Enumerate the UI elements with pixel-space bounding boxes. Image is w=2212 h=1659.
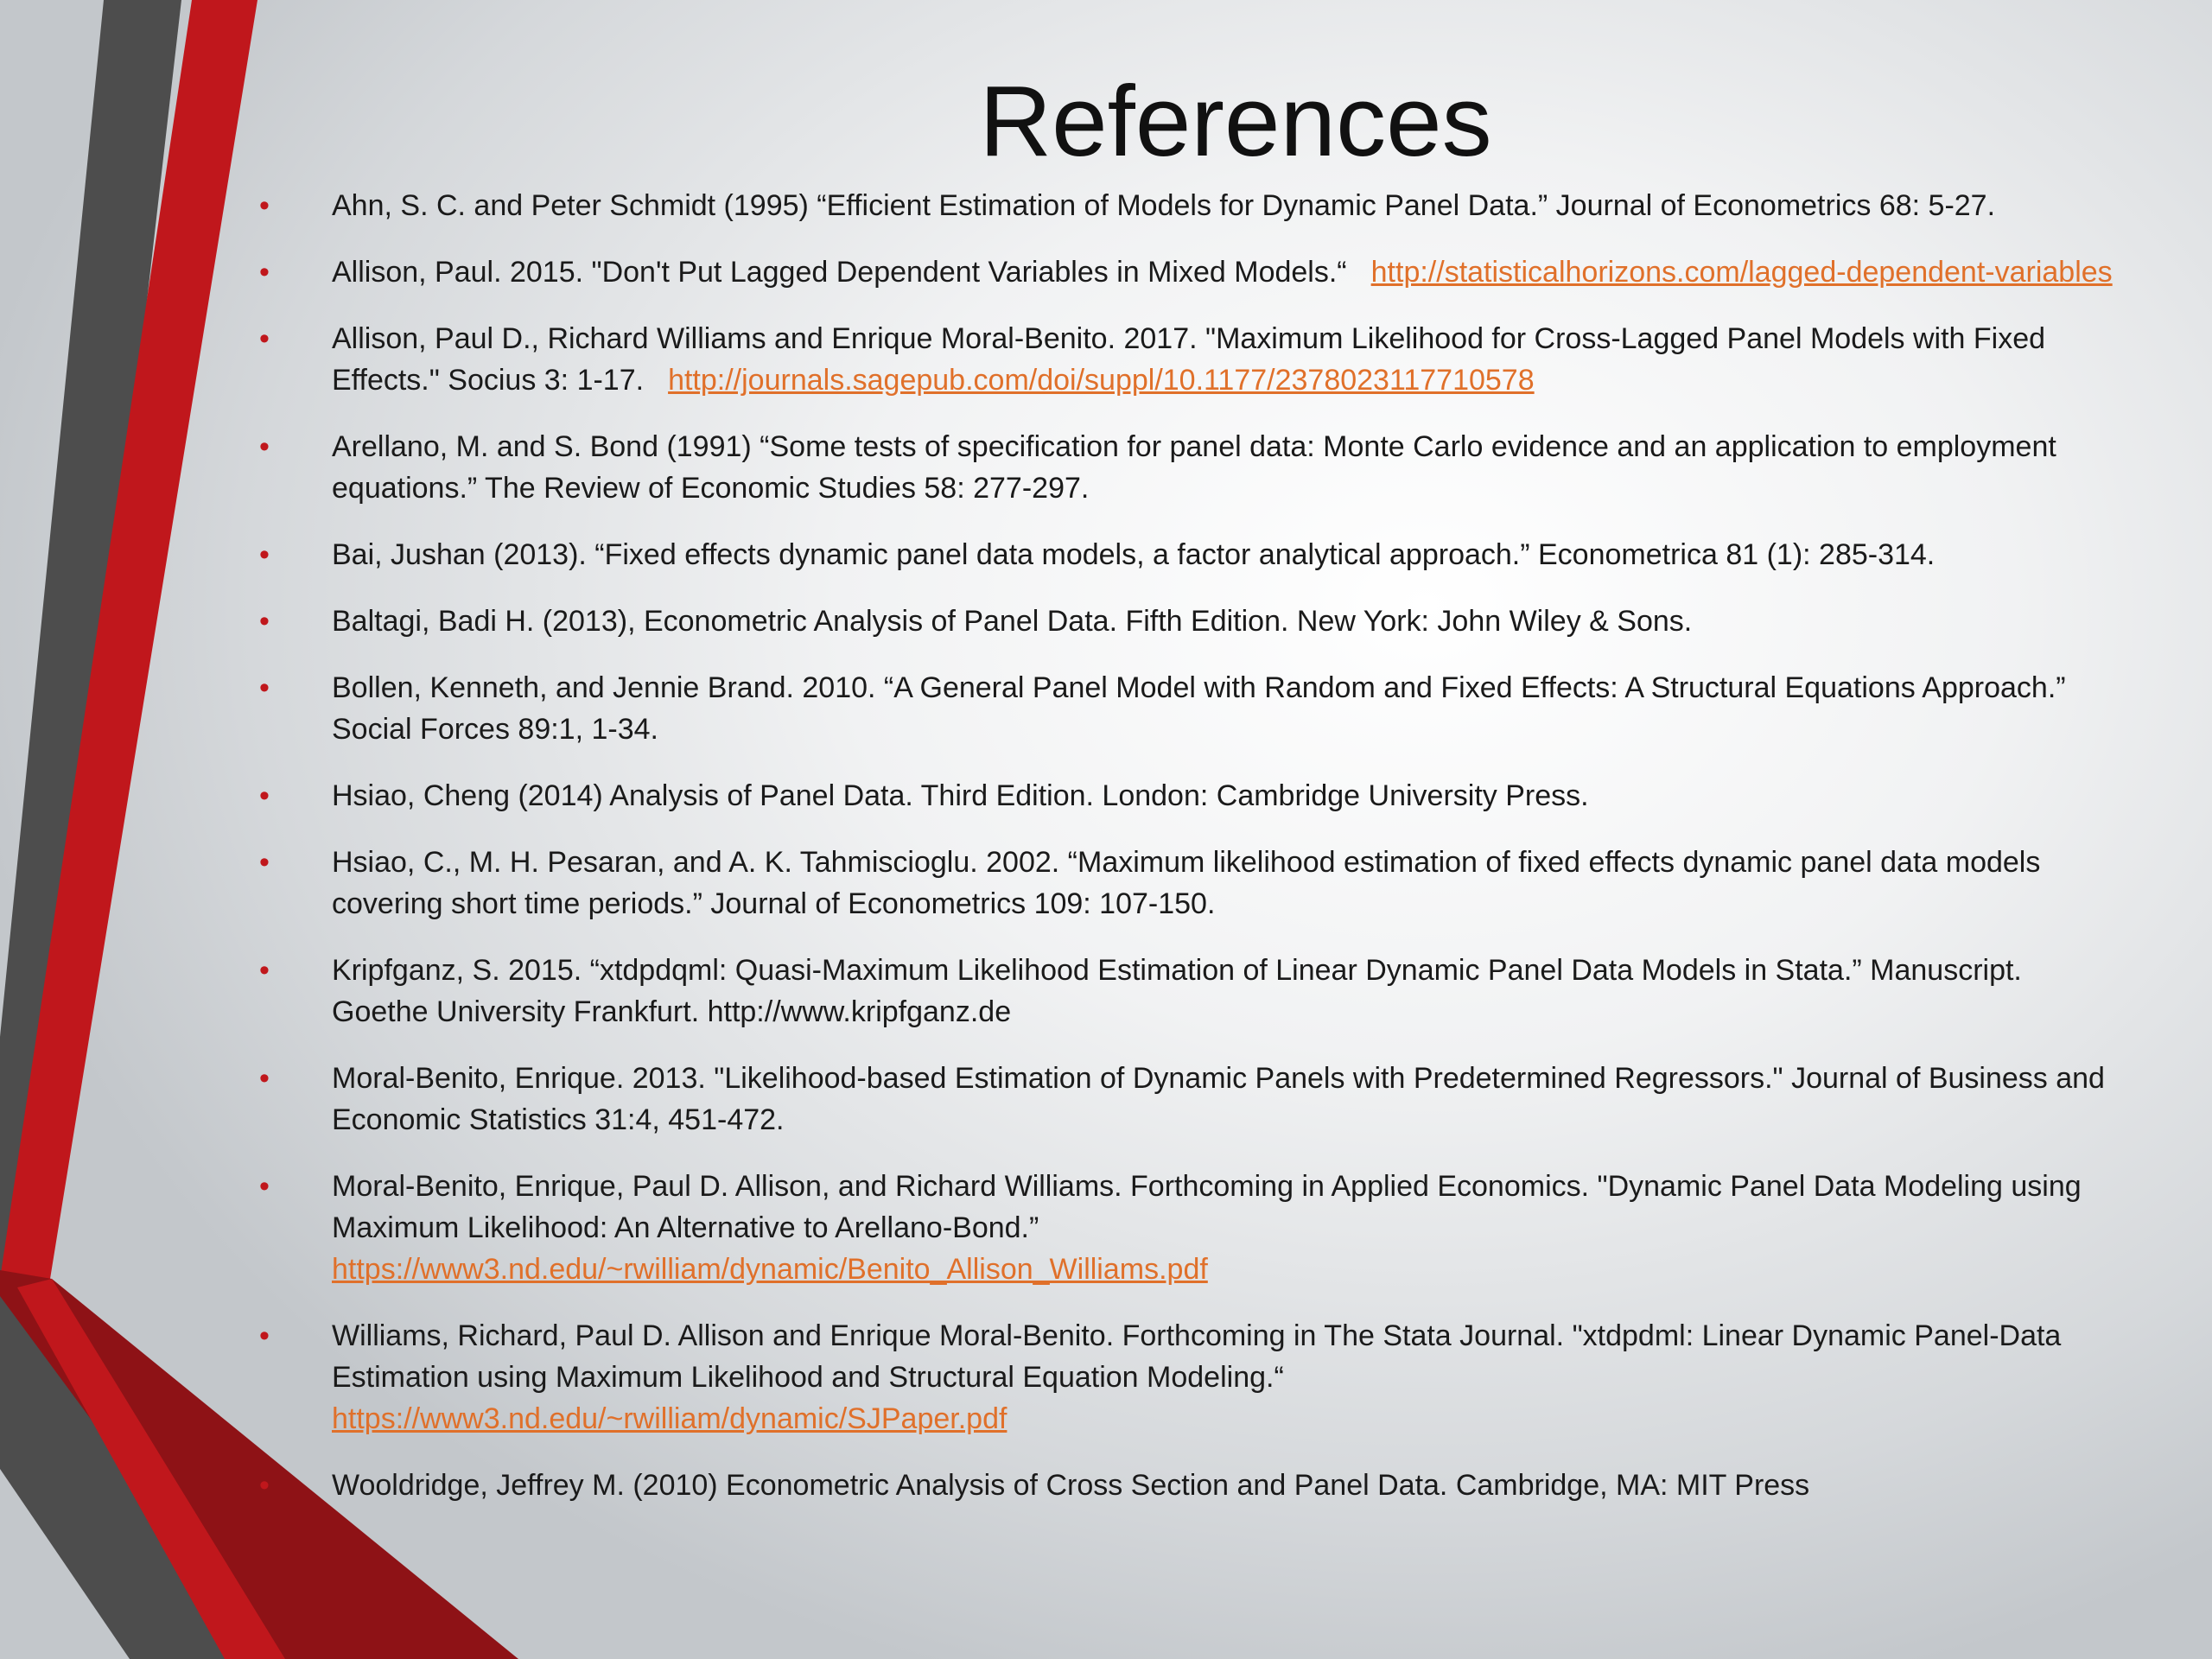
reference-text: Arellano, M. and S. Bond (1991) “Some tests of specification for panel data: Monte Carlo evidence and an application to employment equations.” The Review of Economic Studies 58: 277-297. — [332, 430, 2056, 505]
reference-text: Bollen, Kenneth, and Jennie Brand. 2010. “A General Panel Model with Random and Fixed Effects: A Structural Equations Approach.” Social Forces 89:1, 1-34. — [332, 671, 2066, 746]
reference-text: Kripfganz, S. 2015. “xtdpdqml: Quasi-Maximum Likelihood Estimation of Linear Dynamic Panel Data Models in Stata.” Manuscript. Goethe University Frankfurt. http://www.kripfganz.de — [332, 954, 2022, 1028]
bullet-icon: • — [259, 538, 270, 571]
reference-text: Bai, Jushan (2013). “Fixed effects dynamic panel data models, a factor analytical approach.” Econometrica 81 (1): 285-314. — [332, 538, 1936, 571]
bullet-icon: • — [259, 1319, 270, 1352]
decor-gray-stripe — [0, 0, 181, 1279]
reference-item — [259, 1465, 2117, 1506]
reference-text: Wooldridge, Jeffrey M. (2010) Econometric Analysis of Cross Section and Panel Data. Cambridge, MA: MIT Press — [332, 1469, 1810, 1502]
bullet-icon: • — [259, 954, 270, 987]
bullet-icon: • — [259, 322, 270, 355]
reference-text: Baltagi, Badi H. (2013), Econometric Analysis of Panel Data. Fifth Edition. New York: John Wiley & Sons. — [332, 605, 1693, 638]
reference-link[interactable]: http://journals.sagepub.com/doi/suppl/10.1177/2378023117710578 — [668, 364, 1535, 397]
reference-item — [259, 1315, 2117, 1440]
reference-item — [259, 251, 2117, 293]
reference-text: Williams, Richard, Paul D. Allison and Enrique Moral-Benito. Forthcoming in The Stata Journal. "xtdpdml: Linear Dynamic Panel-Data Estimation using Maximum Likelihood and Structural Equation Modeling.“ — [332, 1319, 2062, 1394]
reference-text: Ahn, S. C. and Peter Schmidt (1995) “Efficient Estimation of Models for Dynamic Panel Data.” Journal of Econometrics 68: 5-27. — [332, 189, 1996, 222]
bullet-icon: • — [259, 430, 270, 463]
reference-item — [259, 534, 2117, 575]
reference-item — [259, 950, 2117, 1033]
reference-item — [259, 842, 2117, 925]
bullet-icon: • — [259, 1170, 270, 1203]
bullet-icon: • — [259, 779, 270, 812]
reference-item — [259, 775, 2117, 817]
slide-title: References — [979, 65, 1492, 177]
reference-text: Moral-Benito, Enrique. 2013. "Likelihood-based Estimation of Dynamic Panels with Predetermined Regressors." Journal of Business and Economic Statistics 31:4, 451-472. — [332, 1062, 2105, 1136]
reference-item — [259, 185, 2117, 226]
reference-text: Hsiao, Cheng (2014) Analysis of Panel Data. Third Edition. London: Cambridge University Press. — [332, 779, 1589, 812]
bullet-icon: • — [259, 1469, 270, 1502]
bullet-icon: • — [259, 846, 270, 879]
reference-item — [259, 318, 2117, 401]
reference-text: Allison, Paul D., Richard Williams and Enrique Moral-Benito. 2017. "Maximum Likelihood for Cross-Lagged Panel Models with Fixed Effects." Socius 3: 1-17. — [332, 322, 2046, 397]
reference-list — [259, 185, 2117, 1531]
reference-text: Hsiao, C., M. H. Pesaran, and A. K. Tahmiscioglu. 2002. “Maximum likelihood estimation of fixed effects dynamic panel data models covering short time periods.” Journal of Econometrics 109: 107-150. — [332, 846, 2041, 920]
reference-item — [259, 601, 2117, 642]
reference-link[interactable]: http://statisticalhorizons.com/lagged-dependent-variables — [1370, 256, 2113, 289]
reference-text: Moral-Benito, Enrique, Paul D. Allison, and Richard Williams. Forthcoming in Applied Economics. "Dynamic Panel Data Modeling using Maximum Likelihood: An Alternative to Arellano-Bond.” — [332, 1170, 2082, 1244]
reference-item — [259, 426, 2117, 509]
bullet-icon: • — [259, 1062, 270, 1095]
reference-item — [259, 1058, 2117, 1141]
reference-item — [259, 1166, 2117, 1290]
bullet-icon: • — [259, 189, 270, 222]
reference-link[interactable]: https://www3.nd.edu/~rwilliam/dynamic/Benito_Allison_Williams.pdf — [332, 1253, 1208, 1286]
bullet-icon: • — [259, 605, 270, 638]
reference-item — [259, 667, 2117, 750]
reference-text: Allison, Paul. 2015. "Don't Put Lagged Dependent Variables in Mixed Models.“ — [332, 256, 1347, 289]
reference-link[interactable]: https://www3.nd.edu/~rwilliam/dynamic/SJPaper.pdf — [332, 1402, 1007, 1435]
bullet-icon: • — [259, 256, 270, 289]
bullet-icon: • — [259, 671, 270, 704]
